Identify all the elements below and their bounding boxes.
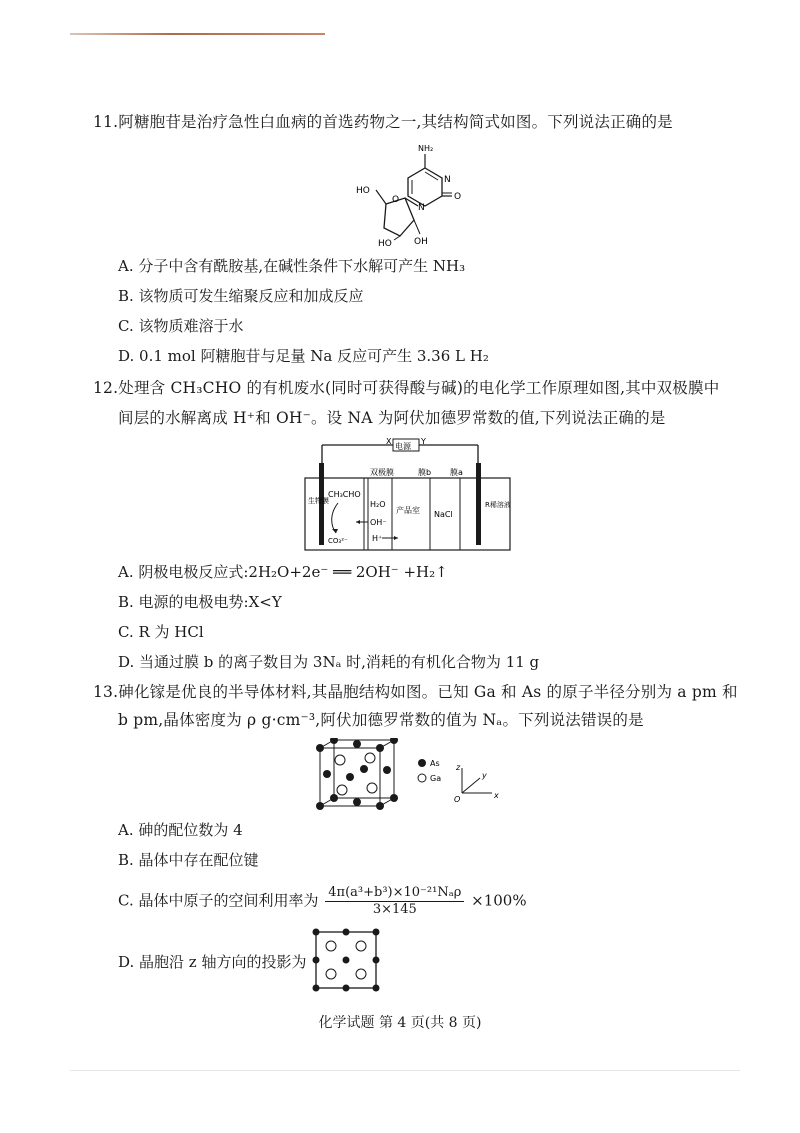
fraction-denominator: 3×145: [372, 902, 417, 917]
fraction-numerator: 4π(a³+b³)×10⁻²¹Nₐρ: [325, 885, 464, 902]
q13-option-c-suffix: ×100%: [471, 891, 527, 910]
axis-x-label: x: [494, 791, 499, 800]
q13-option-a: A. 砷的配位数为 4: [118, 821, 243, 839]
nh2-label: NH₂: [418, 144, 434, 153]
q12-option-d: D. 当通过膜 b 的离子数目为 3Nₐ 时,消耗的有机化合物为 11 g: [118, 653, 540, 671]
q11-structure-diagram: [350, 138, 480, 248]
power-label: 电源: [395, 442, 411, 451]
n-label: N: [444, 175, 451, 185]
q11-option-c: C. 该物质难溶于水: [118, 317, 244, 335]
q13-crystal-cell-diagram: [312, 738, 512, 810]
legend-ga-label: Ga: [430, 774, 442, 783]
membrane-b-label: 膜b: [418, 468, 432, 477]
ho-left-label: HO: [378, 239, 392, 248]
power-x-label: X: [386, 437, 392, 446]
co3-label: CO₃²⁻: [328, 537, 348, 545]
q12-stem-line1: 12.处理含 CH₃CHO 的有机废水(同时可获得酸与碱)的电化学工作原理如图,其中双极膜中: [93, 379, 720, 397]
power-y-label: Y: [421, 437, 426, 446]
h-label: H⁺: [372, 534, 383, 543]
bio-membrane-label: 生物膜: [308, 497, 329, 505]
q12-option-a: A. 阴极电极反应式:2H₂O+2e⁻ ══ 2OH⁻ +H₂↑: [118, 563, 448, 581]
product-room-label: 产品室: [396, 506, 420, 515]
ch3cho-label: CH₃CHO: [328, 490, 361, 499]
q12-option-c: C. R 为 HCl: [118, 623, 204, 641]
q13-option-c: [118, 885, 527, 918]
legend-as-label: As: [430, 759, 440, 768]
space-utilization-fraction: [325, 885, 464, 918]
q11-option-a: A. 分子中含有酰胺基,在碱性条件下水解可产生 NH₃: [118, 257, 466, 275]
bottom-rule: [70, 1070, 740, 1071]
bipolar-label: 双极膜: [370, 468, 394, 477]
r-dilute-label: R稀溶液: [485, 501, 511, 509]
oh-label: OH⁻: [370, 518, 387, 527]
q12-cell-diagram: [300, 435, 520, 555]
n1-label: N: [418, 203, 425, 213]
q13-option-c-prefix: C. 晶体中原子的空间利用率为: [118, 891, 319, 910]
page-footer: 化学试题 第 4 页(共 8 页): [318, 1015, 482, 1031]
ho-top-label: HO: [356, 186, 370, 196]
nacl-label: NaCl: [434, 510, 453, 519]
q12-stem-line2: 间层的水解离成 H⁺和 OH⁻。设 NA 为阿伏加德罗常数的值,下列说法正确的是: [118, 409, 666, 427]
top-rule: [70, 33, 325, 35]
q13-option-d: D. 晶胞沿 z 轴方向的投影为: [118, 953, 307, 971]
carbonyl-o-label: O: [454, 192, 462, 202]
h2o-label: H₂O: [370, 500, 386, 509]
membrane-a-label: 膜a: [450, 468, 463, 477]
axis-y-label: y: [482, 771, 487, 780]
q13-stem-line1: 13.砷化镓是优良的半导体材料,其晶胞结构如图。已知 Ga 和 As 的原子半径分别为 a pm 和: [93, 683, 738, 701]
q11-option-d: D. 0.1 mol 阿糖胞苷与足量 Na 反应可产生 3.36 L H₂: [118, 347, 489, 365]
q12-option-b: B. 电源的电极电势:X<Y: [118, 593, 282, 611]
axis-origin-label: O: [454, 795, 461, 804]
q11-option-b: B. 该物质可发生缩聚反应和加成反应: [118, 287, 364, 305]
q11-stem: 11.阿糖胞苷是治疗急性白血病的首选药物之一,其结构简式如图。下列说法正确的是: [93, 113, 673, 131]
q13-stem-line2: b pm,晶体密度为 ρ g·cm⁻³,阿伏加德罗常数的值为 Nₐ。下列说法错误的是: [118, 711, 644, 729]
oh-right-label: OH: [414, 237, 428, 247]
ring-o-label: O: [392, 195, 400, 205]
q13-projection-diagram: [310, 928, 382, 992]
q13-option-b: B. 晶体中存在配位键: [118, 851, 259, 869]
axis-z-label: z: [456, 763, 461, 772]
